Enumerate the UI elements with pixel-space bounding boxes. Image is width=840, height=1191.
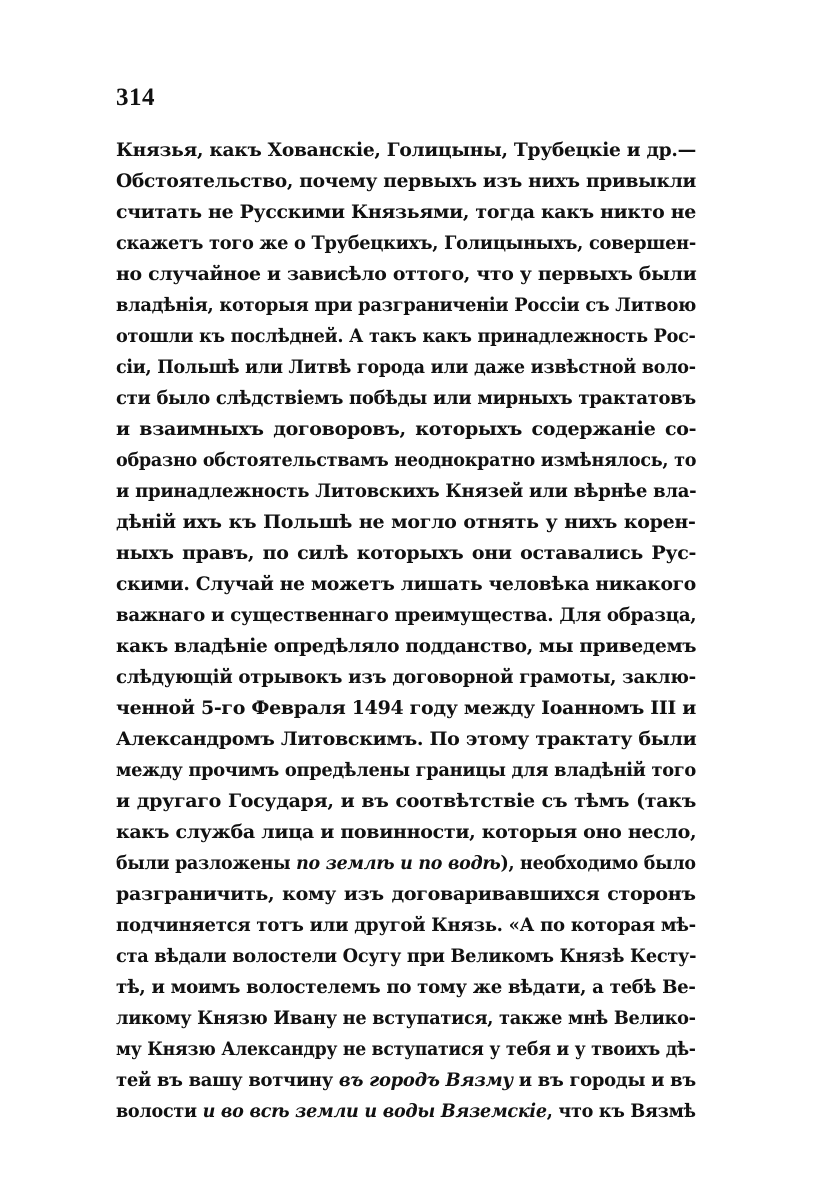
text-line: волости и во всѣ земли и воды Вяземскіе, что къ Вязмѣ [116,1100,696,1122]
text-line: ликому Князю Ивану не вступатися, также мнѣ Велико- [116,1007,696,1029]
text-line: Князья, какъ Хованскіе, Голицыны, Трубецкіе и др.— [116,139,696,161]
text-line: тѣ, и моимъ волостелемъ по тому же вѣдати, а тебѣ Ве- [116,976,696,998]
text-line: и другаго Государя, и въ соотвѣтствіе съ тѣмъ (такъ [116,790,696,812]
text-line: подчиняется тотъ или другой Князь. «А по которая мѣ- [116,914,696,936]
text-line: какъ владѣніе опредѣляло подданство, мы приведемъ [116,635,697,657]
body-text [116,135,696,1127]
text-line: и взаимныхъ договоровъ, которыхъ содержаніе со- [116,418,697,440]
text-line: Обстоятельство, почему первыхъ изъ нихъ привыкли [116,170,697,192]
text-line: между прочимъ опредѣлены границы для владѣній того [116,759,696,781]
text-line: Александромъ Литовскимъ. По этому трактату были [116,728,697,750]
italic-phrase: по землѣ и по водѣ [296,852,501,874]
text-line: образно обстоятельствамъ неоднократно измѣнялось, то [116,449,697,471]
text-line: разграничить, кому изъ договаривавшихся сторонъ [116,883,696,905]
text-line: отошли къ послѣдней. А такъ какъ принадлежность Рос- [116,325,696,347]
text-line: ста вѣдали волостели Осугу при Великомъ Князѣ Кесту- [116,945,697,967]
italic-phrase: въ городъ Вязму [338,1069,513,1091]
text-line: ныхъ правъ, по силѣ которыхъ они оставались Рус- [116,542,697,564]
text-line: му Князю Александру не вступатися у тебя и у твоихъ дѣ- [116,1038,696,1060]
page-number: 314 [116,84,155,111]
text-line: слѣдующій отрывокъ изъ договорной грамоты, заклю- [116,666,696,688]
italic-phrase: и во всѣ земли и воды Вяземскіе [202,1100,547,1122]
text-line: какъ служба лица и повинности, которыя оно несло, [116,821,697,843]
text-line: тей въ вашу вотчину въ городъ Вязму и въ городы и въ [116,1069,696,1091]
text-line: дѣній ихъ къ Польшѣ не могло отнять у нихъ корен- [116,511,696,533]
text-line: и принадлежность Литовскихъ Князей или вѣрнѣе вла- [116,480,697,502]
text-line: ченной 5-го Февраля 1494 году между Іоанномъ III и [116,697,697,719]
text-line: были разложены по землѣ и по водѣ), необходимо было [116,852,696,874]
text-line: считать не Русскими Князьями, тогда какъ никто не [116,201,696,223]
text-line: скими. Случай не можетъ лишать человѣка никакого [116,573,696,595]
text-line: владѣнія, которыя при разграниченіи Россіи съ Литвою [116,294,697,316]
text-line: скажетъ того же о Трубецкихъ, Голицыныхъ, совершен- [116,232,696,254]
text-line: важнаго и существеннаго преимущества. Для образца, [116,604,697,626]
text-line: сіи, Польшѣ или Литвѣ города или даже извѣстной воло- [116,356,696,378]
text-line: сти было слѣдствіемъ побѣды или мирныхъ трактатовъ [116,387,696,409]
text-line: но случайное и зависѣло оттого, что у первыхъ были [116,263,697,285]
